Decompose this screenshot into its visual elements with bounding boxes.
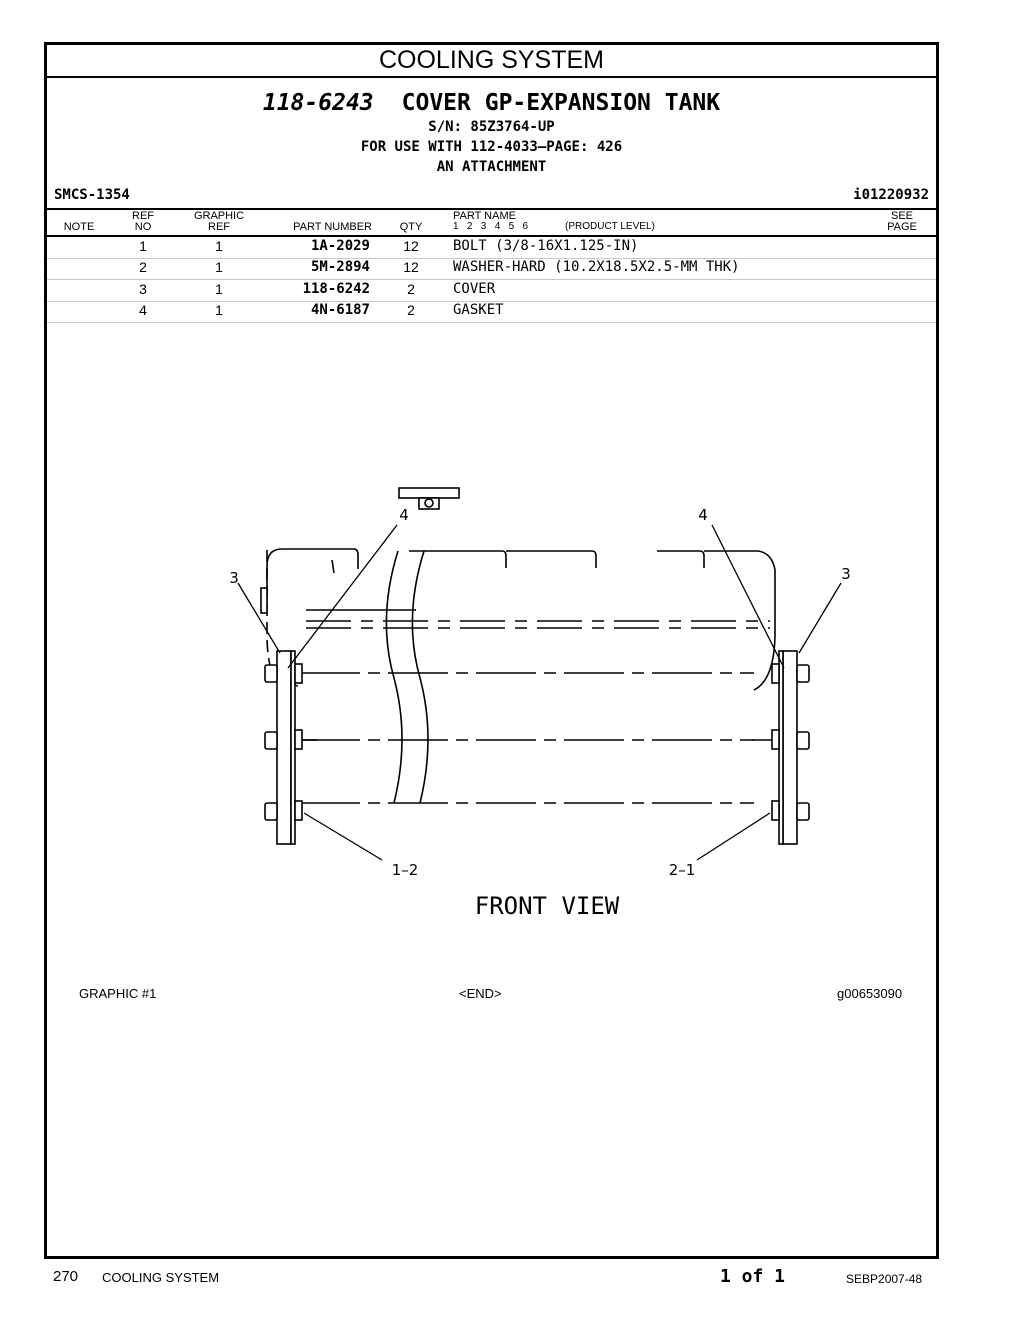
end-marker: <END> [459, 986, 502, 1001]
col-ref-no-line2: NO [134, 221, 152, 233]
callout-bolt-left: 1–2 [391, 861, 419, 879]
part-header [47, 89, 936, 117]
row-divider [47, 322, 936, 323]
col-qty: QTY [399, 221, 423, 233]
row-qty: 12 [403, 238, 419, 254]
callout-bolt-right: 2–1 [668, 861, 696, 879]
page-frame [44, 42, 939, 1259]
row-ref-no: 4 [139, 302, 147, 318]
row-part-name: WASHER-HARD (10.2X18.5X2.5-MM THK) [453, 259, 740, 275]
row-ref-no: 1 [139, 238, 147, 254]
col-note: NOTE [63, 221, 95, 233]
col-part-name: PART NAME [453, 210, 516, 222]
view-label: FRONT VIEW [474, 892, 620, 920]
col-graphic-ref-line2: REF [208, 221, 230, 233]
row-ref-no: 2 [139, 259, 147, 275]
doc-id: SEBP2007-48 [846, 1272, 923, 1286]
col-graphic-ref-line1: GRAPHIC [193, 210, 245, 222]
attachment-note: AN ATTACHMENT [436, 159, 547, 175]
section-title: COOLING SYSTEM [47, 45, 936, 78]
callout-gasket-right: 4 [698, 506, 708, 524]
row-part-number[interactable]: 118-6242 [302, 281, 370, 297]
footer-section: COOLING SYSTEM [102, 1270, 220, 1285]
header-part-title: COVER GP-EXPANSION TANK [401, 90, 721, 116]
row-part-name: BOLT (3/8-16X1.125-IN) [453, 238, 639, 254]
header-part-number: 118-6243 [262, 90, 374, 116]
col-see-page-line2: PAGE [887, 221, 917, 233]
row-part-number[interactable]: 1A-2029 [310, 238, 370, 254]
col-see-page-line1: SEE [890, 210, 913, 222]
col-part-number: PART NUMBER [293, 221, 372, 233]
col-ref-no-line1: REF [132, 210, 154, 222]
smcs-code: SMCS-1354 [54, 187, 130, 203]
row-qty: 2 [407, 302, 415, 318]
exploded-view-drawing [172, 458, 851, 923]
col-product-level-digits: 1 2 3 4 5 6 [453, 221, 529, 232]
info-id: i01220932 [853, 187, 929, 203]
callout-cover-right: 3 [841, 565, 851, 583]
graphic-number: GRAPHIC #1 [79, 986, 157, 1001]
row-part-name: COVER [453, 281, 496, 297]
page-number: 270 [53, 1268, 79, 1285]
row-part-name: GASKET [453, 302, 504, 318]
for-use-with: FOR USE WITH 112-4033—PAGE: 426 [360, 139, 623, 155]
right-cover [752, 651, 809, 844]
callout-gasket-left: 4 [399, 506, 409, 524]
left-cover [265, 651, 317, 844]
callout-cover-left: 3 [229, 569, 239, 587]
row-qty: 2 [407, 281, 415, 297]
serial-number: S/N: 85Z3764-UP [428, 119, 555, 135]
row-part-number[interactable]: 4N-6187 [310, 302, 370, 318]
row-ref-no: 3 [139, 281, 147, 297]
row-qty: 12 [403, 259, 419, 275]
col-product-level: (PRODUCT LEVEL) [565, 221, 655, 232]
page-of: 1 of 1 [720, 1266, 786, 1287]
row-graphic-ref: 1 [215, 238, 223, 254]
row-part-number[interactable]: 5M-2894 [310, 259, 370, 275]
row-graphic-ref: 1 [215, 259, 223, 275]
graphic-id: g00653090 [837, 986, 903, 1001]
row-graphic-ref: 1 [215, 302, 223, 318]
row-graphic-ref: 1 [215, 281, 223, 297]
